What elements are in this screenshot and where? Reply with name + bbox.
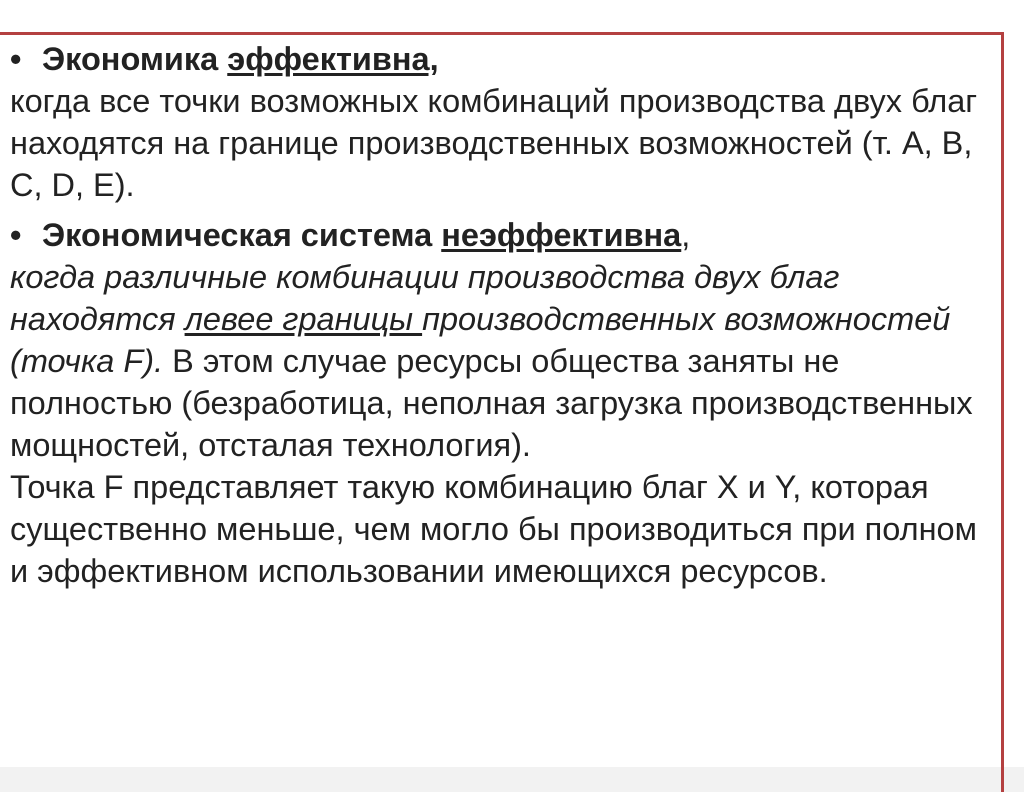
italic-underlined-phrase: левее границы — [184, 301, 423, 337]
heading-text — [42, 38, 439, 80]
bullet-heading-inefficient — [10, 214, 995, 256]
paragraph-point-f: Точка F представляет такую комбинацию благ X и Y, которая существенно меньше, чем могло бы производиться при полном и эффективном использовании имеющихся ресурсов. — [10, 469, 977, 589]
bullet-heading-efficient — [10, 38, 995, 80]
paragraph-efficient-definition: когда все точки возможных комбинаций производства двух благ находятся на границе производственных возможностей (т. А, В, С, D, E). — [10, 83, 978, 203]
italic-text-end: производственных возможностей (точка F). — [10, 301, 951, 379]
bullet-icon: • — [10, 217, 22, 253]
plain-text: В этом случае ресурсы общества заняты не полностью (безработица, неполная загрузка производственных мощностей, отсталая технология). — [10, 343, 973, 463]
heading-lead: Экономическая система — [42, 217, 442, 253]
slide-body — [10, 38, 995, 592]
heading-underlined-term: эффективна, — [227, 41, 439, 77]
heading-tail: , — [681, 217, 691, 253]
heading-text — [42, 214, 690, 256]
heading-underlined-term: неэффективна — [441, 217, 682, 253]
paragraph-inefficient-definition — [10, 256, 995, 466]
heading-lead: Экономика — [42, 41, 228, 77]
bullet-icon: • — [10, 41, 22, 77]
italic-text-start: когда различные комбинации производства двух благ находятся — [10, 259, 840, 337]
